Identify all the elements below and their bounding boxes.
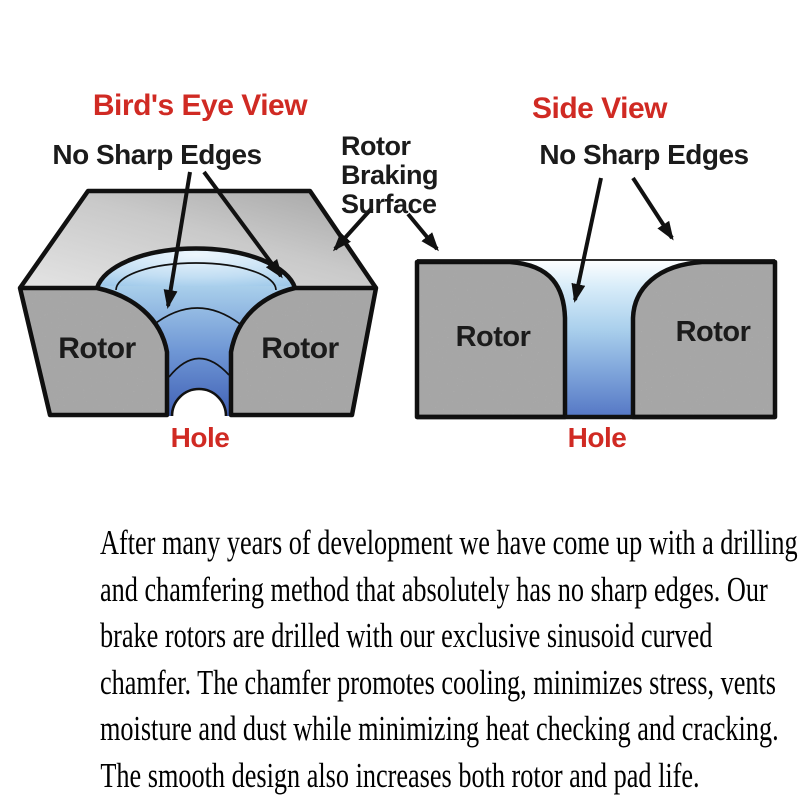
description-line: After many years of development we have come up with a drilling [100, 523, 798, 562]
birds-eye-hole-label: Hole [170, 422, 230, 453]
side-view-rotor-label-left: Rotor [455, 321, 531, 353]
birds-eye-rotor-label-right: Rotor [261, 332, 339, 365]
description-line: The smooth design also increases both rotor and pad life. [100, 755, 700, 795]
birds-eye-rotor-label-left: Rotor [58, 332, 136, 365]
description-paragraph [100, 520, 798, 799]
no-sharp-edges-label-left: No Sharp Edges [52, 139, 262, 170]
rotor-braking-surface-label [341, 132, 438, 219]
description-line: brake rotors are drilled with our exclusive sinusoid curved [100, 616, 713, 655]
arrow-braking-surface-right [408, 214, 437, 249]
side-view-title: Side View [531, 92, 667, 125]
rotor-braking-surface-line: Surface [341, 189, 437, 219]
arrow-no-sharp-edges-right-2 [633, 178, 672, 238]
birds-eye-view-title: Bird's Eye View [92, 89, 308, 122]
no-sharp-edges-label-right: No Sharp Edges [539, 139, 749, 170]
description-line: moisture and dust while minimizing heat checking and cracking. [100, 709, 779, 748]
side-view-rotor-label-right: Rotor [675, 316, 751, 348]
rotor-braking-surface-line: Braking [341, 160, 439, 190]
description-line: and chamfering method that absolutely has no sharp edges. Our [100, 569, 768, 609]
rotor-braking-surface-line: Rotor [341, 131, 411, 161]
description-line: chamfer. The chamfer promotes cooling, minimizes stress, vents [100, 662, 777, 702]
side-view-hole-label: Hole [567, 422, 627, 453]
